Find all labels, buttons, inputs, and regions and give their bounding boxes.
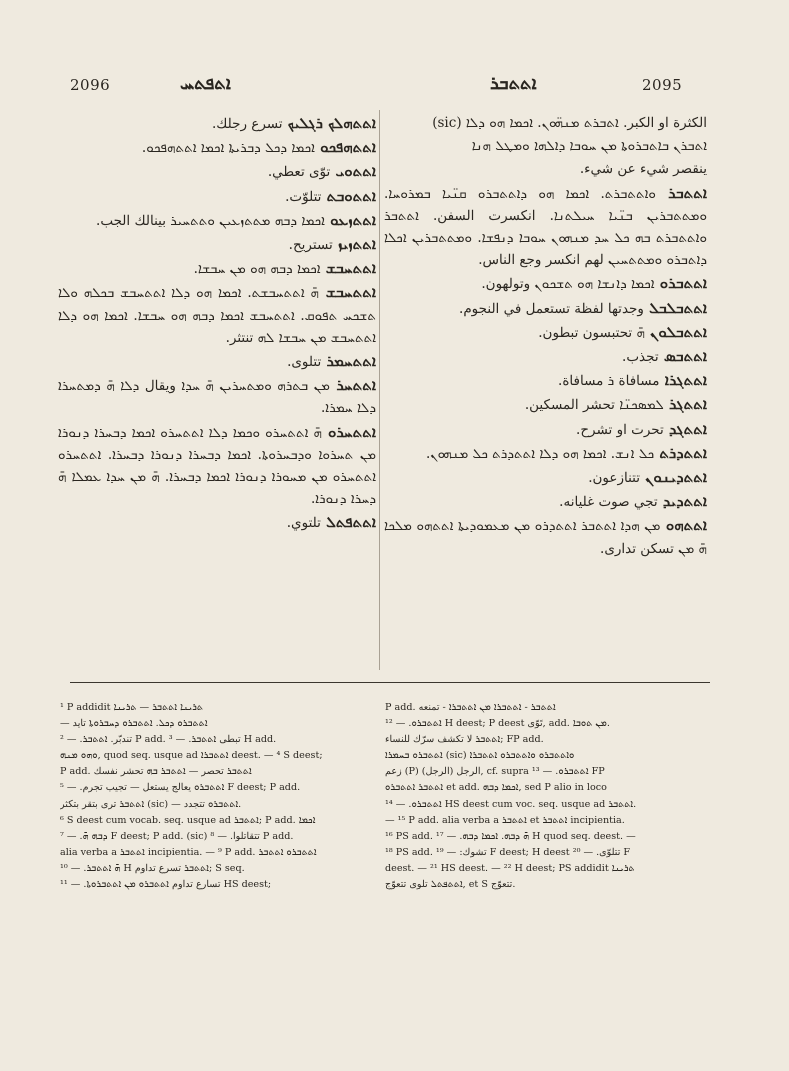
entry-headword: ܐܬܬܘܒܬ — [321, 186, 376, 205]
dictionary-entry — [384, 345, 707, 368]
footnote-line: ܐܬܬܒܪ ترى بتقر بتكثر (sic) — ܐܬܬܒܪܘ تتجدد. — [60, 798, 242, 810]
footnote-line: ܘܗܘ ܡܢܗ, quod seq. usque ad ܐܬܬܒܪܐ deest. — ⁴ S deest; — [60, 750, 323, 762]
entry-gloss: تلتوي. — [286, 515, 321, 532]
footnote-line: — ܐܬܬܒܪܘ ܕܟܠ. ܐܬܬܒܪܘ ܕܚܒܪܘܬܐ تايد — [60, 718, 208, 730]
entry-headword: ܐܬܬܘܝ — [330, 162, 376, 181]
entry-gloss: ينقصر شيء عن شيء. — [579, 161, 707, 178]
entry-headword: ܐܬܬܚܒܫ — [318, 283, 376, 302]
dictionary-entry — [58, 421, 376, 511]
footnotes-right — [385, 700, 707, 893]
dictionary-entry — [384, 297, 707, 320]
dictionary-entry — [58, 374, 376, 419]
entry-headword: ܐܬܬܚܡܪ — [321, 352, 376, 371]
entry-gloss: ܐܟܡܐ ܕܟܠ ܕܒܪܝܬܐ ܐܟܡܐ ܐܬܬܗܦܟܘ. — [141, 140, 315, 157]
entry-gloss: ܗ̄ ܐܬܬܚܪܘ ܘܟܡܐ ܕܠܐ ܐܬܬܚܪܘ ܐܟܡܐ ܕܒܚܪܐ ܕܢܘܪܐ ܡܢ ܬܚܪܘܐ ܘܕܒܚܪܘܬܐ. ܐܟܡܐ ܕܒܚܪܐ ܕܢܘܪܐ ܕܒܚܪܐ. ܐܬܬܚܪܘ ܐܬܬܚܪܘ ܡܢ ܡܚܘܪܐ ܕܢܘܪܐ ܐܟܡܐ ܕܒܚܪܐ. ܗ̄ ܡܢ ܚܕܐ ܥܡܠܐ ܗ̄ ܕܚܪܐ ܕܢܘܪܐ. — [58, 424, 376, 508]
entry-gloss: تتلوى. — [287, 354, 322, 371]
column-divider — [379, 110, 380, 670]
entry-gloss: ܐܟܡܐ ܕܐܢܫܐ ܗܘ ܬܫܟܘܢ وتولهون. — [481, 276, 655, 293]
entry-gloss: ܗ̄ تحتبسون تبطون. — [538, 324, 645, 341]
footnote-line: ⁶ S deest cum vocab. seq. usque ad ܐܬܬܒܪ; P add. ܐܟܡܐ — [60, 814, 316, 826]
dictionary-entry — [384, 466, 707, 489]
running-head-left: ܐܬܦܬܚ — [180, 73, 231, 94]
entry-gloss: الكثرة او الكبر. ܐܬܒܪܬ ܡܢܗ̈ܘܢ. ܐܟܡܐ ܗܘ ܕܠܐ (sic) — [432, 115, 707, 131]
entry-gloss: تتنازعون. — [588, 470, 640, 487]
entry-gloss: ܐܬܒܪܢ ܒܐܬܒܪܘܬܐ ܡܢ ܚܘܒܐ ܕܐܠܗܐ ܘܡܛܠ ܗܢܐ — [471, 138, 707, 155]
entry-gloss: توّى تعطي. — [267, 164, 331, 181]
dictionary-entry — [58, 511, 376, 534]
dictionary-entry — [58, 185, 376, 208]
entry-gloss: مسافاة ܪ مسافاة. — [558, 373, 660, 390]
dictionary-entry — [384, 182, 707, 272]
dictionary-entry — [384, 112, 707, 134]
footnote-line: ܐܬܬܒܪܘ يعالج يستعل — تجيب تجرم. — ⁵ F deest; P add. — [60, 782, 301, 794]
entry-headword: ܐܬܬܚܪܘ — [321, 422, 376, 441]
entry-headword: ܐܬܬܓܪ — [663, 395, 707, 414]
dictionary-entry — [384, 369, 707, 392]
footnote-line: ܐܬܬܒܪ لا تكشف سرّك للنساء; FP add. — [385, 734, 544, 746]
entry-headword: ܐܬܬܒܠܒܠ — [643, 298, 707, 317]
entry-gloss: تحرت او تشرح. — [576, 421, 664, 438]
entry-gloss: تجي صوت غليانه. — [559, 494, 658, 511]
footnote-line: ¹⁶ PS add. ܗ̄ ܕܒܗ. ܐܟܡܐ ܕܒܗ. — ¹⁷ H quod seq. deest. — — [385, 830, 636, 842]
footnote-line: ܗ̄ ܐܬܬܒܪ. — ¹⁰ H ܐܬܬܒܪ تسرع تداوم; S seq. — [60, 862, 245, 874]
dictionary-entry — [58, 281, 376, 349]
dictionary-entry — [384, 135, 707, 157]
entry-gloss: ܡܢ ܗܕܐ ܐܬܬܒܪ ܐܬܬܕܪܘ ܡܢ ܡܥܡܘܕܝܬܐ ܐܬܬܗܘ ܡܠܟܐ ܗ̄ ܡܢ تسكن تدارى. — [384, 518, 707, 557]
entry-gloss: تستريح. — [288, 237, 333, 254]
footnote-line: ܐܬܬܦܬܠ تلوى تتعوّج, et S تتعوّج. — [385, 879, 516, 891]
entry-gloss: ܠܡܣܟܢ̈ܐ تحشر المسكين. — [524, 397, 664, 414]
entry-gloss: تتلوّت. — [285, 188, 322, 205]
entry-gloss: ܐܟܡܐ ܕܒܗ ܡܬܬܙܥܝܢ ܘܬܬܚܝܪ بينالك الجب. — [96, 212, 325, 229]
entry-gloss: تجذب. — [622, 349, 659, 366]
footnote-line: ܐܬܬܒܪܘ. — ¹² H deest; P deest تَوّى, add. ܡܢ ܬܘܒܐ. — [385, 718, 610, 730]
footnote-line: ¹ P addidit ܬܪܝܢܐ ܐܬܬܒܪ — ܬܪܝܢܐ — [60, 702, 203, 713]
footnote-line: ܐܬܬܒܪ ܐܬܬܒܪܘ et add. ܐܟܡܐ ܕܒܗ, sed P alio in loco — [385, 782, 607, 794]
running-head-right: ܐܬܬܒܪ — [490, 73, 537, 94]
dictionary-entry — [58, 257, 376, 280]
entry-headword: ܐܬܬܗܘ — [660, 516, 707, 535]
footnote-line: P add. ܐܬܬܒܪ تحصر — ܐܬܬܒܪ ܒܗ تحشر نفسك — [60, 766, 252, 778]
footnote-line: P add. ܐܬܬܒܪ - ܐܬܬܒܪܐ ܡܢ ܐܬܬܒܪܐ - تمنعه — [385, 702, 556, 713]
entry-headword: ܐܬܬܙܥܘ — [324, 210, 376, 229]
entry-headword: ܐܬܬܗܠܟ ܪܓܠܝܟ — [282, 114, 376, 132]
entry-headword: ܐܬܬܒܪ — [655, 183, 708, 202]
dictionary-entry — [58, 209, 376, 232]
dictionary-entry — [384, 514, 707, 559]
footnote-line: ܐܬܬܒܪܘ. — ¹⁴ HS deest cum voc. seq. usque ad ܐܬܬܒܪ. — [385, 798, 637, 810]
dictionary-entry — [58, 160, 376, 183]
entry-headword: ܐܬܬܕܝܢܘܢ — [640, 468, 707, 487]
entry-headword: ܐܬܬܕܝܕ — [657, 492, 707, 511]
footnote-line: زعم (P) (الرجل) الرجل, cf. supra ܐܬܬܒܪܘ. — ¹³ FP — [385, 766, 605, 778]
dictionary-entry — [384, 442, 707, 465]
entry-headword: ܐܬܬܒܪܘ — [654, 274, 707, 293]
entry-headword: ܐܬܬܓܪܐ — [659, 371, 707, 390]
entry-headword: ܐܬܬܒܠܘܢ — [644, 322, 707, 341]
dictionary-entry — [58, 233, 376, 256]
dictionary-entry — [58, 136, 376, 159]
entry-headword: ܐܬܬܚܪ — [329, 376, 376, 395]
entry-headword: ܐܬܬܚܒܫ — [320, 259, 376, 278]
entry-headword: ܐܬܬܙܝܙ — [332, 235, 376, 254]
entry-gloss: ܟܠ ܐܢܫ. ܐܟܡܐ ܗܘ ܕܠܐ ܐܬܬܕܪܬ ܟܠ ܡܢܗܘܢ. — [425, 445, 655, 462]
dictionary-entry — [384, 393, 707, 416]
footnote-line: ¹⁸ PS add. تشوك: — ¹⁹ F deest; H deest تتلوّى. — ²⁰ F — [385, 846, 631, 858]
dictionary-entry — [58, 112, 376, 135]
page-number-right: 2095 — [642, 76, 683, 94]
footnote-line: تندبّر. ܐܬܬܒܪ. — ² P add. تبطى ܐܬܬܒܪ. — ³ H add. — [60, 734, 277, 746]
dictionary-entry — [384, 418, 707, 441]
entry-headword: ܐܬܬܓܕ — [663, 419, 707, 438]
footnote-line: ܐܬܬܒܪܘ ܒܚܡܪܐ (sic) ܘܐܬܬܒܪܘ ܘܐܬܬܒܪܘ ܐܬܬܒܪܐ — [385, 750, 575, 762]
entry-gloss: وجدتها لفظة تستعمل في النجوم. — [459, 300, 644, 317]
entry-headword: ܐܬܬܦܬܠ — [320, 513, 376, 532]
dictionary-entry — [58, 350, 376, 373]
footnote-line: deest. — ²¹ HS deest. — ²² H deest; PS addidit ܬܪܝܢܐ — [385, 862, 635, 874]
entry-gloss: ܡܢ ܒܬܪܗ ܘܡܬܚܪܝܢ ܗ̄ ܚܕܐ ويقال ܕܠܐ ܗ̄ ܕܡܬܚܪܐ ܕܠܐ ܚܡܪܐ. — [58, 378, 376, 417]
entry-gloss: تسرع رجلك. — [211, 116, 283, 132]
entry-gloss: ܐܟܡܐ ܕܒܗ ܗܘ ܡܢ ܚܒܫܐ. — [193, 261, 321, 278]
left-column — [58, 112, 376, 536]
entry-headword: ܐܬܬܒܣ — [658, 347, 707, 366]
entry-headword: ܐܬܬܕܪܬ — [654, 443, 707, 462]
footnote-line: تسارع تداوم ܐܬܬܒܪܘ ܡܢ ܐܬܬܒܪܘܬܐ. — ¹¹ HS deest; — [60, 879, 272, 891]
entry-gloss: ܗ̄ ܐܬܬܚܒܫܬ. ܐܟܡܐ ܗܘ ܕܠܐ ܐܬܬܚܒܫ ܒܟܠܗ ܘܠܐ ܬܫܟܚ ܬܦܘܩ. ܐܬܬܚܒܫ ܐܟܡܐ ܕܒܗ ܗܘ ܚܒܫܐ. ܐܟܡܐ ܗܘ ܕܠܐ ܐܬܬܚܒܫ ܡܢ ܚܒܫܐ ܠܗ تنتثر. — [58, 285, 376, 346]
dictionary-entry — [384, 321, 707, 344]
dictionary-entry — [384, 490, 707, 513]
dictionary-entry — [384, 158, 707, 180]
footnotes-left — [60, 700, 365, 893]
right-column — [384, 112, 707, 561]
dictionary-entry — [384, 272, 707, 295]
page-number-left: 2096 — [70, 76, 111, 94]
entry-gloss: ܘܐܬܬܒܪܬ. ܐܟܡܐ ܗܘ ܕܐܬܬܒܪܘ ܩܢ̈ܝܐ ܒܡܪܘܚܐ. ܘܡܬܬܒܪܝܢ ܒܢ̈ܝܐ ܚܝܠܬܢܐ. انكسرت السفن. ܐܬܬܒܪ ܘܐܬܬܒܪܬ ܒܗ ܟܠ ܚܕ ܡܢܗܘܢ ܚܘܒܐ ܕܢܦܫܐ. ܘܡܬܬܒܪܝܢ ܐܟܠܐ ܕܐܬܒܪܘ ܘܡܬܬܚܝܢ لهم انكسر وجع الناس. — [384, 185, 707, 269]
footnote-line: — ¹⁵ P add. alia verba a ܐܬܬܒܪ et ܐܬܬܒܪ incipientia. — [385, 814, 625, 826]
footnote-line: ܕܒܗ ܗ̄. — ⁷ F deest; P add. (sic) تتقاتلوا. — ⁸ P add. — [60, 830, 294, 842]
footnote-line: alia verba a ܐܬܬܒܪ incipientia. — ⁹ P add. ܐܬܬܒܪܘ ܐܬܬܒܪ — [60, 846, 317, 858]
entry-headword: ܐܬܬܗܦܟܘ — [314, 138, 376, 157]
footnote-separator — [70, 682, 710, 683]
